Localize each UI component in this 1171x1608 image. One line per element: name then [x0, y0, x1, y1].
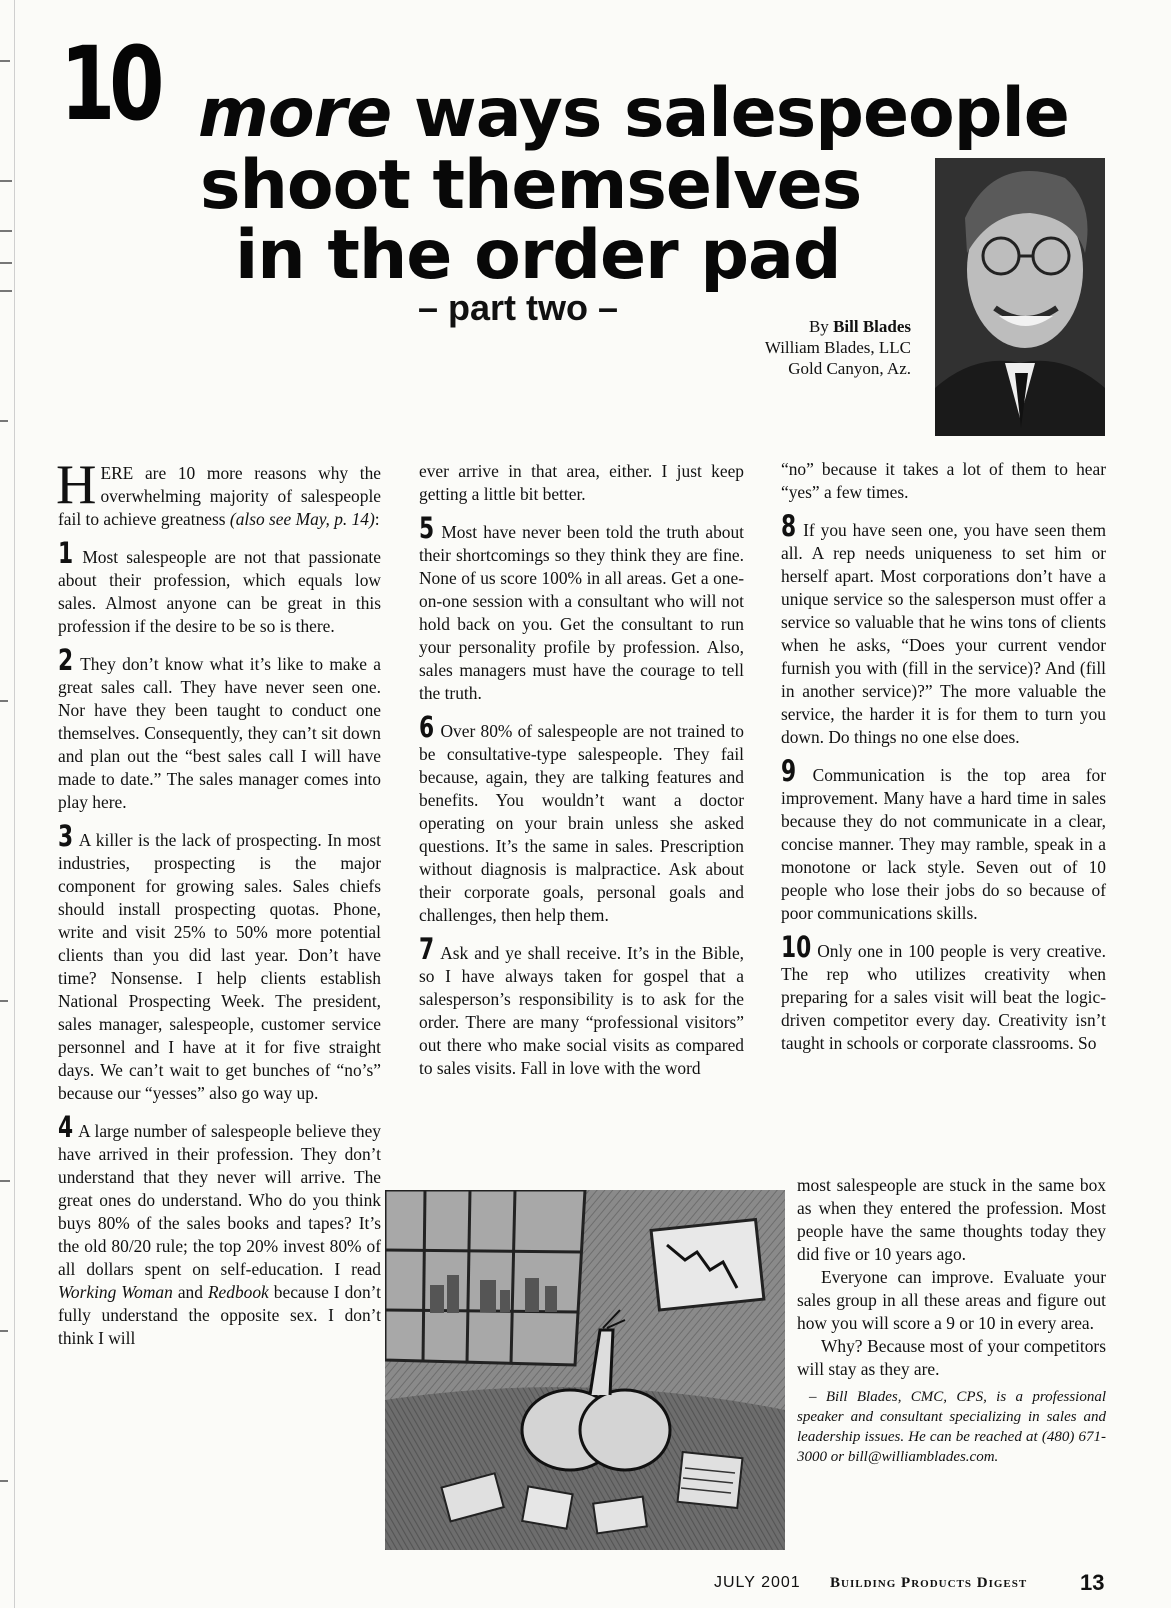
- headline-line-1: [198, 74, 1069, 153]
- byline: [765, 316, 911, 379]
- byline-prefix: By: [808, 317, 834, 336]
- intro-reference: (also see May, p. 14): [229, 509, 375, 529]
- item-number: 5: [419, 511, 435, 545]
- page-binding-edge: [0, 0, 15, 1608]
- item-number: 3: [58, 819, 74, 853]
- headline-line-2: shoot themselves: [200, 146, 862, 225]
- closing-paragraph: Why? Because most of your competitors will stay as they are.: [797, 1336, 1106, 1379]
- item-number: 10: [781, 930, 812, 964]
- item-text: A killer is the lack of prospecting. In most industries, prospecting is the major component for growing sales. Sales chiefs should install prospecting quotas. Phone, write and visit 25% to 50% more potential clients than you did last year. Don’t have time? Nonsense. I help clients establish National Prospecting Week. The president, sales manager, salespeople, customer service personnel and I have at it for five straight days. We can’t wait to get bunches of “no’s” because our “yesses” also go way up.: [58, 830, 381, 1103]
- item-number: 9: [781, 754, 797, 788]
- author-bio: – Bill Blades, CMC, CPS, is a professional speaker and consultant specializing in sales and leadership issues. He can be reached at (480) 671-3000 or bill@williamblades.com.: [797, 1389, 1106, 1465]
- headline-number: 10: [60, 25, 159, 144]
- item-10: [781, 930, 1106, 1055]
- byline-location: Gold Canyon, Az.: [788, 359, 911, 378]
- magazine-title: Redbook: [207, 1282, 269, 1302]
- column-3-continued: [797, 1174, 1106, 1479]
- item-8: [781, 509, 1106, 749]
- item-text: Ask and ye shall receive. It’s in the Bible, so I have always taken for gospel that a salesperson’s responsibility is to ask for the order. There are many “professional visitors” out there who make social visits as compared to sales visits. Fall in love with the word: [419, 943, 745, 1078]
- item-text: and: [172, 1282, 208, 1302]
- item-number: 8: [781, 509, 797, 543]
- item-number: 1: [58, 536, 74, 570]
- page-number: 13: [1080, 1570, 1105, 1595]
- intro-text: ERE are 10 more reasons why the overwhelming majority of salespeople fail to achieve greatness: [58, 463, 381, 529]
- item-text: because I don’t fully understand the opposite sex. I don’t think I will: [58, 1282, 381, 1348]
- byline-author: Bill Blades: [833, 317, 911, 336]
- item-3: [58, 819, 381, 1105]
- magazine-title: Working Woman: [58, 1282, 173, 1302]
- column-2: [419, 460, 744, 1092]
- item-text: Only one in 100 people is very creative. The rep who utilizes creativity when preparing for a sales visit will beat the logic-driven competitor every day. Creativity isn’t taught in schools or corporate classrooms. So: [781, 941, 1106, 1053]
- item-text: Over 80% of salespeople are not trained to be consultative-type salespeople. They fail because, again, they are talking features and benefits. You wouldn’t want a doctor operating on your brain unless she asked questions. It’s the same in sales. Prescription without diagnosis is malpractice. Ask about their corporate goals, personal goals and challenges, then help them.: [419, 721, 744, 925]
- illustration: [385, 1190, 785, 1550]
- item-text: If you have seen one, you have seen them all. A rep needs uniqueness to set him or herself apart. Most corporations don’t have a unique service so the salesperson must offer a service so valuable that he wins tons of clients when he asks, “Does your current vendor furnish you with (fill in the service)? And (fill in another service)?” The more valuable the service, the harder it is for them to turn you down. Do things no one else does.: [781, 520, 1106, 747]
- item-number: 2: [58, 643, 74, 677]
- headline-emphasis: more: [198, 74, 392, 153]
- item-5: [419, 511, 744, 705]
- intro-paragraph: [56, 454, 381, 531]
- column-1: [56, 454, 381, 1362]
- headline-line-1-rest: ways salespeople: [391, 74, 1069, 153]
- item-6: [419, 710, 744, 927]
- item-number: 6: [419, 710, 435, 744]
- item-9: [781, 754, 1107, 925]
- intro-after: :: [374, 509, 380, 529]
- item-1: [58, 536, 381, 638]
- item-4-continued: ever arrive in that area, either. I just keep getting a little bit better.: [419, 461, 744, 504]
- item-2: [58, 643, 381, 814]
- item-text: Communication is the top area for improvement. Many have a hard time in sales because they do not communicate in a clear, concise manner. They may ramble, speak in a monotone or lack style. Seven out of 10 people who lose their jobs do so because of poor communications skills.: [781, 765, 1107, 923]
- page-footer: [0, 1572, 1171, 1602]
- byline-company: William Blades, LLC: [764, 338, 911, 357]
- item-number: 7: [419, 932, 435, 966]
- closing-paragraph: Everyone can improve. Evaluate your sales group in all these areas and figure out how you will score a 9 or 10 in every area.: [797, 1267, 1106, 1333]
- item-text: Most have never been told the truth about their shortcomings so they think they are fine. None of us score 100% in all areas. Get a one-on-one session with a consultant who will not hold back on you. Get the consultant to run your personality profile by profession. Also, sales managers must have the courage to tell the truth.: [419, 522, 744, 703]
- item-4: [58, 1110, 381, 1350]
- item-10-continued: most salespeople are stuck in the same box as when they entered the profession. Most people have the same thoughts today they did five or 10 years ago.: [797, 1175, 1106, 1264]
- headline-subtitle: – part two –: [418, 287, 619, 328]
- byline-author-line: [765, 316, 911, 337]
- item-text: They don’t know what it’s like to make a great sales call. They have never seen one. Nor have they been taught to conduct one themselves. Consequently, they can’t sit down and plan out the “best sales call I will have made to date.” The sales manager comes into play here.: [58, 654, 381, 812]
- item-text: Most salespeople are not that passionate about their profession, which equals low sales. Almost anyone can be great in this profession if the desire to be so is there.: [58, 547, 381, 636]
- item-text: A large number of salespeople believe they have arrived in their profession. They don’t understand that they never will arrive. The great ones do understand. Who do you think buys 80% of the sales books and tapes? It’s the old 80/20 rule; the top 20% invest 80% of all dollars spent on self-education. I read: [58, 1121, 381, 1279]
- item-number: 4: [58, 1110, 74, 1144]
- issue-date: JULY 2001: [714, 1574, 801, 1591]
- drop-cap: H: [56, 454, 97, 516]
- item-7: [419, 932, 745, 1080]
- author-photo: [935, 158, 1105, 436]
- headline-line-3: in the order pad: [235, 216, 841, 295]
- magazine-name: Building Products Digest: [830, 1575, 1028, 1591]
- item-7-continued: “no” because it takes a lot of them to hear “yes” a few times.: [781, 459, 1106, 502]
- column-3: [781, 458, 1106, 1067]
